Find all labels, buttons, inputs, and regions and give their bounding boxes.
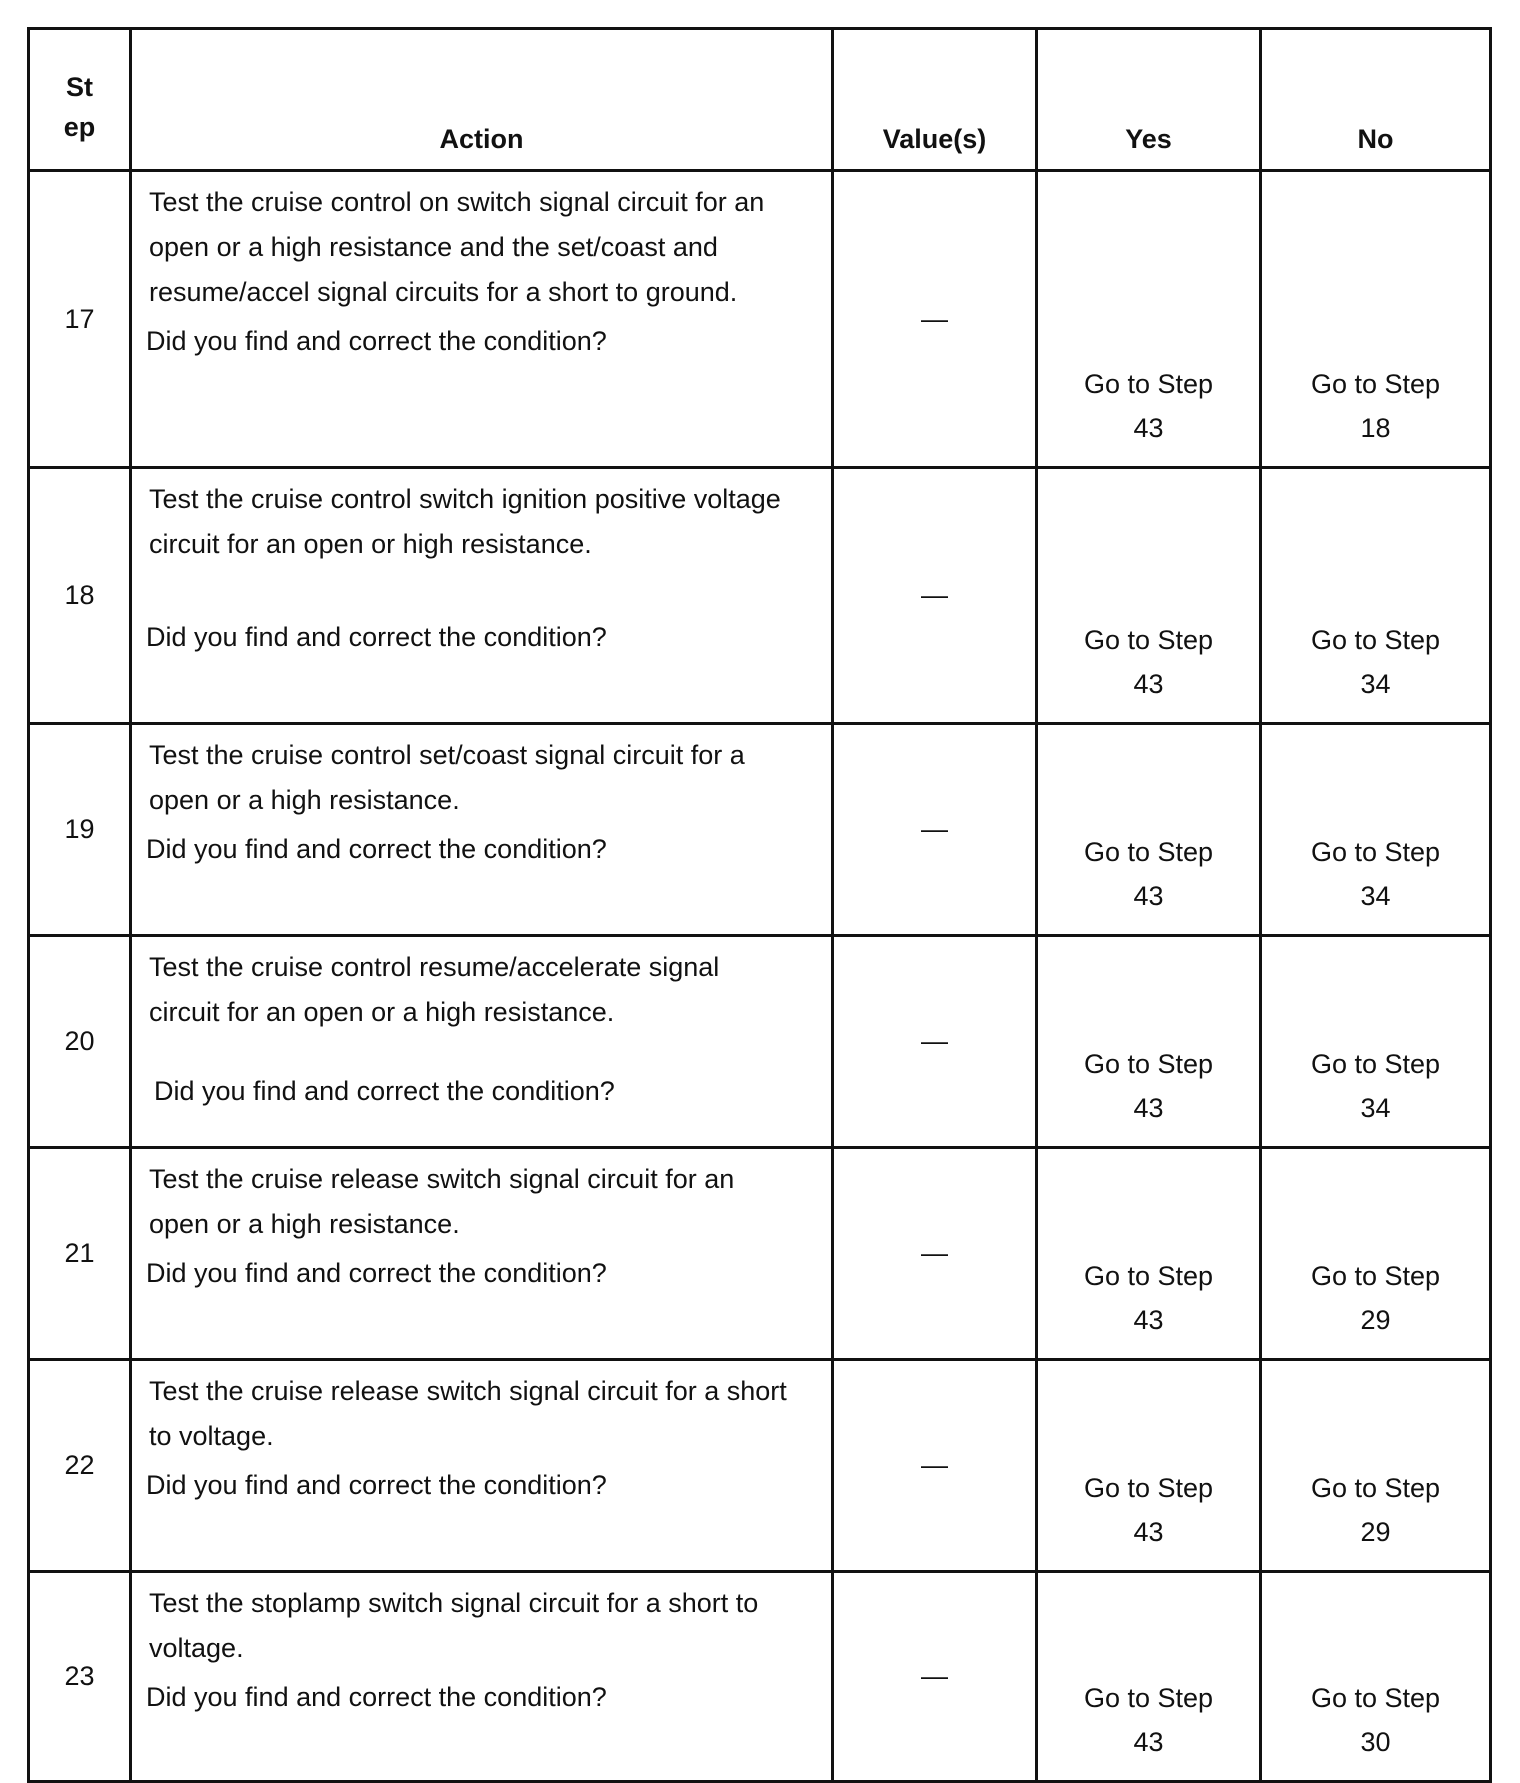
yes-goto-label: Go to Step <box>1083 625 1214 655</box>
action-question: Did you find and correct the condition? <box>146 326 607 356</box>
action-cell <box>131 468 833 724</box>
action-question: Did you find and correct the condition? <box>146 1682 607 1712</box>
yes-goto-label: Go to Step <box>1083 1261 1214 1291</box>
no-cell <box>1261 1148 1491 1360</box>
table-row <box>29 1148 1491 1360</box>
action-test-text: Test the cruise release switch signal circuit for an open or a high resistance. <box>149 1164 735 1239</box>
header-step-label: St ep <box>63 71 96 142</box>
no-cell <box>1261 468 1491 724</box>
yes-goto-label: Go to Step <box>1083 1049 1214 1079</box>
yes-cell <box>1037 171 1261 468</box>
action-question: Did you find and correct the condition? <box>146 622 607 652</box>
table-row <box>29 171 1491 468</box>
action-cell <box>131 1148 833 1360</box>
yes-goto-step: 43 <box>1133 1093 1164 1123</box>
value-cell: — <box>833 171 1037 468</box>
no-goto-step: 34 <box>1360 881 1391 911</box>
yes-goto-step: 43 <box>1133 881 1164 911</box>
header-no: No <box>1261 29 1491 171</box>
value-cell: — <box>833 724 1037 936</box>
table-row <box>29 1360 1491 1572</box>
no-goto-step: 34 <box>1360 669 1391 699</box>
yes-goto-step: 43 <box>1133 1305 1164 1335</box>
value-cell: — <box>833 1360 1037 1572</box>
no-cell <box>1261 1572 1491 1782</box>
step-number: 19 <box>29 724 131 936</box>
yes-cell <box>1037 1148 1261 1360</box>
no-goto-step: 29 <box>1360 1305 1391 1335</box>
action-question: Did you find and correct the condition? <box>146 834 607 864</box>
yes-cell <box>1037 1572 1261 1782</box>
yes-cell <box>1037 936 1261 1148</box>
action-test-text: Test the cruise control resume/accelerate signal circuit for an open or a high resistance. <box>149 952 720 1027</box>
diagnostic-table <box>27 27 1492 1783</box>
table-row <box>29 1572 1491 1782</box>
yes-cell <box>1037 468 1261 724</box>
step-number: 22 <box>29 1360 131 1572</box>
no-goto-step: 34 <box>1360 1093 1391 1123</box>
yes-goto-step: 43 <box>1133 413 1164 443</box>
action-cell <box>131 1572 833 1782</box>
header-row <box>29 29 1491 171</box>
action-cell <box>131 171 833 468</box>
value-cell: — <box>833 1148 1037 1360</box>
action-cell <box>131 724 833 936</box>
yes-goto-label: Go to Step <box>1083 1683 1214 1713</box>
header-yes: Yes <box>1037 29 1261 171</box>
no-goto-label: Go to Step <box>1310 1049 1441 1079</box>
no-cell <box>1261 724 1491 936</box>
action-test-text: Test the cruise release switch signal circuit for a short to voltage. <box>149 1376 787 1451</box>
no-goto-step: 29 <box>1360 1517 1391 1547</box>
yes-goto-step: 43 <box>1133 1727 1164 1757</box>
table-body <box>29 171 1491 1782</box>
action-test-text: Test the stoplamp switch signal circuit for a short to voltage. <box>149 1588 759 1663</box>
no-goto-label: Go to Step <box>1310 1683 1441 1713</box>
value-cell: — <box>833 936 1037 1148</box>
action-question: Did you find and correct the condition? <box>146 1470 607 1500</box>
table-row <box>29 468 1491 724</box>
action-cell <box>131 936 833 1148</box>
step-number: 17 <box>29 171 131 468</box>
value-cell: — <box>833 468 1037 724</box>
action-question: Did you find and correct the condition? <box>146 1258 607 1288</box>
step-number: 21 <box>29 1148 131 1360</box>
header-action: Action <box>131 29 833 171</box>
yes-goto-label: Go to Step <box>1083 837 1214 867</box>
no-goto-step: 30 <box>1360 1727 1391 1757</box>
yes-cell <box>1037 724 1261 936</box>
step-number: 18 <box>29 468 131 724</box>
step-number: 23 <box>29 1572 131 1782</box>
yes-goto-label: Go to Step <box>1083 369 1214 399</box>
no-goto-label: Go to Step <box>1310 625 1441 655</box>
no-cell <box>1261 936 1491 1148</box>
table-row <box>29 724 1491 936</box>
action-test-text: Test the cruise control switch ignition positive voltage circuit for an open or high resistance. <box>149 484 781 559</box>
table-row <box>29 936 1491 1148</box>
action-question: Did you find and correct the condition? <box>154 1076 615 1106</box>
action-cell <box>131 1360 833 1572</box>
no-goto-label: Go to Step <box>1310 837 1441 867</box>
no-goto-label: Go to Step <box>1310 1473 1441 1503</box>
header-step <box>29 29 131 171</box>
value-cell: — <box>833 1572 1037 1782</box>
yes-goto-step: 43 <box>1133 1517 1164 1547</box>
no-goto-label: Go to Step <box>1310 1261 1441 1291</box>
no-goto-label: Go to Step <box>1310 369 1441 399</box>
step-number: 20 <box>29 936 131 1148</box>
no-cell <box>1261 171 1491 468</box>
action-test-text: Test the cruise control on switch signal circuit for an open or a high resistance and the set/coast and resume/accel signal circuits for a short to ground. <box>149 187 765 307</box>
action-test-text: Test the cruise control set/coast signal circuit for a open or a high resistance. <box>149 740 745 815</box>
yes-cell <box>1037 1360 1261 1572</box>
yes-goto-label: Go to Step <box>1083 1473 1214 1503</box>
yes-goto-step: 43 <box>1133 669 1164 699</box>
no-cell <box>1261 1360 1491 1572</box>
no-goto-step: 18 <box>1360 413 1391 443</box>
header-values: Value(s) <box>833 29 1037 171</box>
